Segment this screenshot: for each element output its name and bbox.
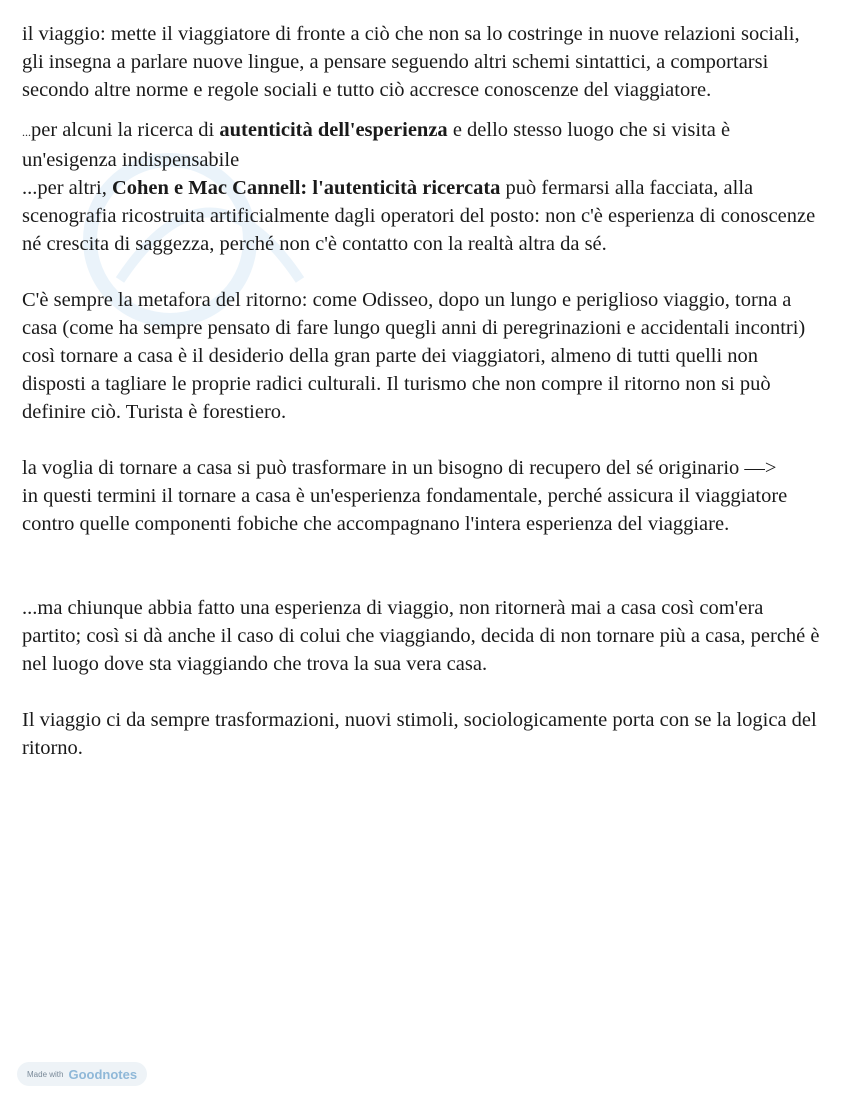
- paragraph-viaggio-intro: il viaggio: mette il viaggiatore di fronte a ciò che non sa lo costringe in nuove relazioni sociali, gli insegna a parlare nuove lingue, a pensare seguendo altri schemi sintattici, a comportarsi secondo altre norme e regole sociali e tutto ciò accresce conoscenze del viaggiatore.: [22, 23, 800, 101]
- paragraph-voglia-tornare: la voglia di tornare a casa si può trasformare in un bisogno di recupero del sé originario —>: [22, 457, 777, 479]
- text-segment: ...per altri,: [22, 177, 112, 199]
- paragraph-conclusione: Il viaggio ci da sempre trasformazioni, nuovi stimoli, sociologicamente porta con se la logica del ritorno.: [22, 709, 817, 759]
- paragraph-cohen-maccannell: [22, 174, 822, 258]
- bold-term-cohen: Cohen e Mac Cannell: l'autenticità ricercata: [111, 177, 501, 199]
- badge-brand: Goodnotes: [68, 1066, 138, 1082]
- bold-term-autenticita: autenticità dell'esperienza: [219, 119, 448, 141]
- paragraph-chiunque: ...ma chiunque abbia fatto una esperienza di viaggio, non ritornerà mai a casa così com'era partito; così si dà anche il caso di colui che viaggiando, decida di non tornare più a casa, perché è nel luogo dove sta viaggiando che trova la sua vera casa.: [22, 597, 820, 675]
- text-segment: per alcuni la ricerca di: [31, 119, 220, 141]
- paragraph-autenticita: [22, 116, 822, 174]
- document-page: [22, 20, 822, 762]
- ellipsis-lead: ...: [22, 125, 31, 139]
- text-segment: può fermarsi alla facciata, alla scenografia ricostruita artificialmente dagli operatori del posto: non c'è esperienza di conoscenze né crescita di saggezza, perché non c'è contatto con la realtà altra da sé.: [22, 177, 816, 255]
- badge-made-with: Made with: [27, 1069, 64, 1079]
- paragraph-metafora-ritorno: C'è sempre la metafora del ritorno: come Odisseo, dopo un lungo e periglioso viaggio, torna a casa (come ha sempre pensato di fare lungo quegli anni di peregrinazioni e accidentali incontri) così tornare a casa è il desiderio della gran parte dei viaggiatori, almeno di tutti quelli non disposti a tagliare le proprie radici culturali. Il turismo che non compre il ritorno non si può definire ciò. Turista è forestiero.: [22, 289, 806, 423]
- paragraph-tornare-casa: in questi termini il tornare a casa è un'esperienza fondamentale, perché assicura il viaggiatore contro quelle componenti fobiche che accompagnano l'intera esperienza del viaggiare.: [22, 485, 788, 535]
- goodnotes-badge: [17, 1062, 147, 1086]
- text-segment: e dello stesso luogo che si visita è un'esigenza indispensabile: [22, 119, 731, 171]
